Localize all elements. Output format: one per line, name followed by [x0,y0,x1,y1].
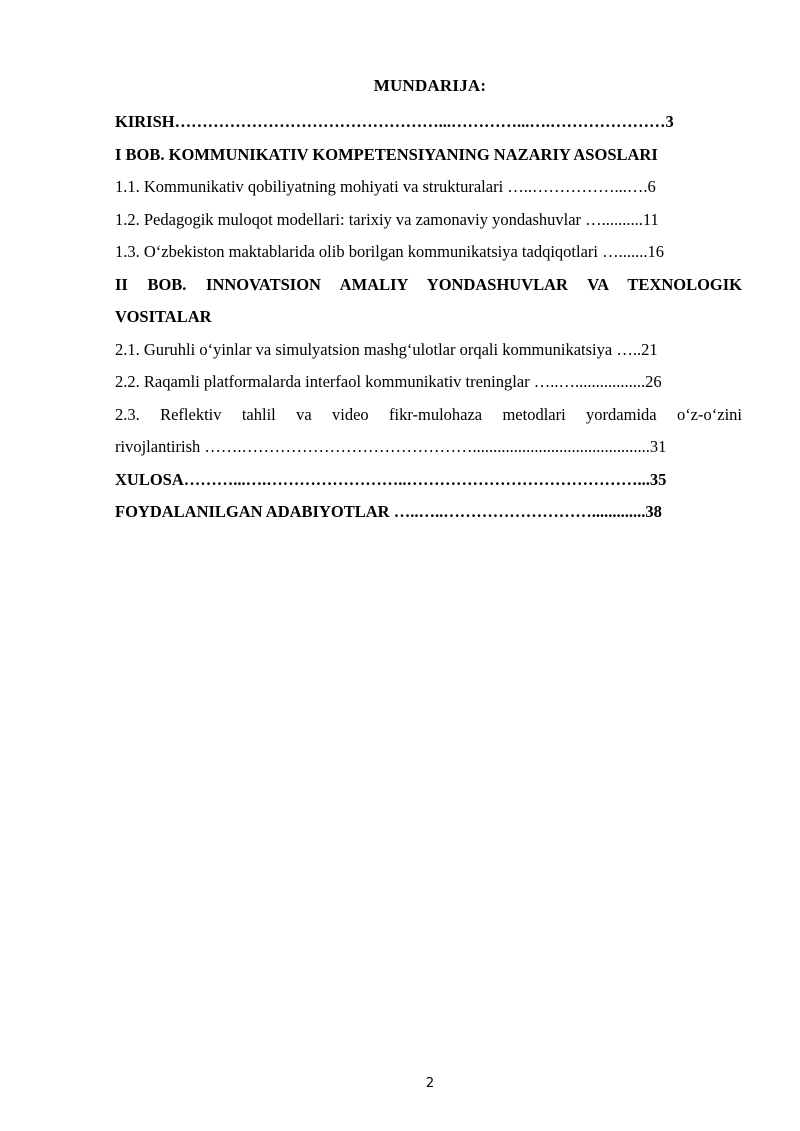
toc-section-2-1: 2.1. Guruhli o‘yinlar va simulyatsion mashg‘ulotlar orqali kommunikatsiya …..21 [115,339,658,359]
toc-section-2-3-line-2: rivojlantirish …….……………………………………...........................................31 [115,437,667,456]
toc-section-1-2: 1.2. Pedagogik muloqot modellari: tarixiy va zamonaviy yondashuvlar …..........11 [115,209,659,229]
page-number: 2 [425,1076,435,1091]
toc-chapter-2-line-2: VOSITALAR [115,307,212,326]
toc-entry-xulosa: XULOSA………...….……………………..……………………………………...35 [115,469,667,489]
toc-section-2-2: 2.2. Raqamli platformalarda interfaol kommunikativ treninglar …..….................26 [115,372,662,391]
table-of-contents [115,106,742,529]
toc-section-2-3-line-1: 2.3. Reflektiv tahlil va video fikr-mulohaza metodlari yordamida o‘z-o‘zini [115,404,742,424]
toc-section-1-3: 1.3. O‘zbekiston maktablarida olib borilgan kommunikatsiya tadqiqotlari ….......16 [115,242,664,261]
toc-title: MUNDARIJA: [373,76,487,95]
toc-entry-adabiyotlar: FOYDALANILGAN ADABIYOTLAR …..…..……………………….............38 [115,502,662,521]
toc-chapter-1: I BOB. KOMMUNIKATIV KOMPETENSIYANING NAZARIY ASOSLARI [115,144,658,164]
toc-entry-kirish: KIRISH…………………………………………...…………...….…………………3 [115,112,674,131]
toc-chapter-2-line-1: II BOB. INNOVATSION AMALIY YONDASHUVLAR VA TEXNOLOGIK [115,274,742,294]
toc-section-1-1: 1.1. Kommunikativ qobiliyatning mohiyati va strukturalari …..……………...….6 [115,177,656,196]
